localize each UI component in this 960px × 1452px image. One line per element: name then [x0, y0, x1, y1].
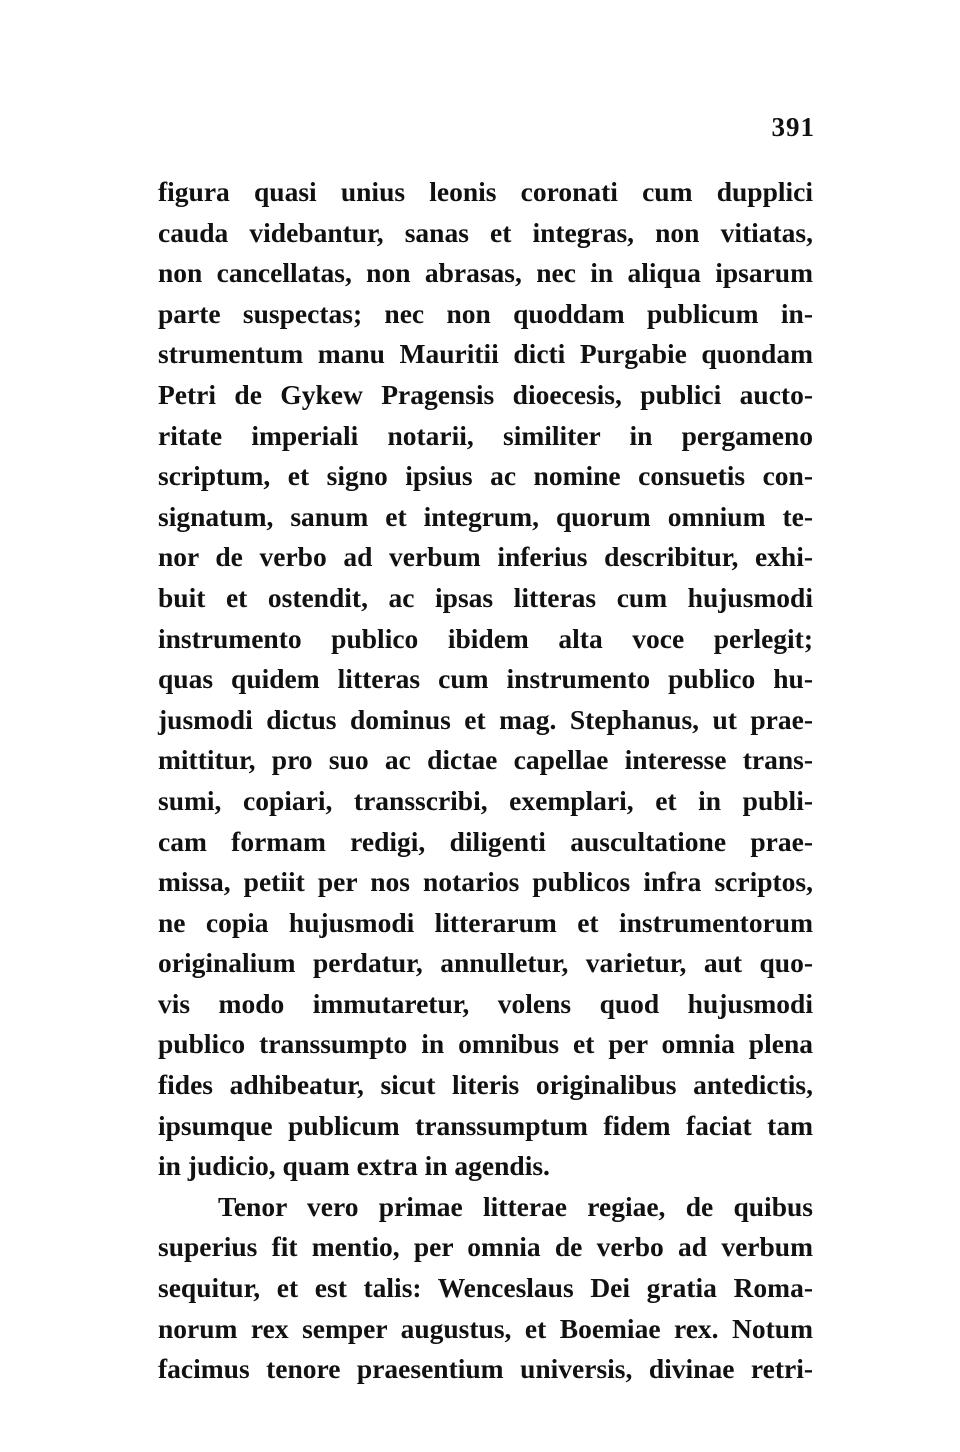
text-line: figura quasi unius leonis coronati cum dupplici	[158, 176, 813, 207]
text-line: cam formam redigi, diligenti auscultatione prae-	[158, 825, 813, 857]
paragraph-1	[158, 172, 813, 1187]
text-line: mittitur, pro suo ac dictae capellae interesse trans-	[158, 744, 813, 776]
text-line: facimus tenore praesentium universis, divinae retri-	[158, 1353, 813, 1385]
text-line: jusmodi dictus dominus et mag. Stephanus, ut prae-	[158, 703, 813, 735]
text-line: scriptum, et signo ipsius ac nomine consuetis con-	[158, 460, 813, 492]
text-line: sequitur, et est talis: Wenceslaus Dei gratia Roma-	[158, 1272, 813, 1304]
text-line: signatum, sanum et integrum, quorum omnium te-	[158, 500, 813, 532]
text-line: instrumento publico ibidem alta voce perlegit;	[158, 622, 813, 654]
text-line: parte suspectas; nec non quoddam publicum in-	[158, 297, 813, 329]
text-line: fides adhibeatur, sicut literis originalibus antedictis,	[158, 1069, 813, 1101]
paragraph-2	[158, 1187, 813, 1390]
text-line: vis modo immutaretur, volens quod hujusmodi	[158, 987, 813, 1019]
text-line: non cancellatas, non abrasas, nec in aliqua ipsarum	[158, 257, 813, 289]
text-line: Petri de Gykew Pragensis dioecesis, publici aucto-	[158, 378, 813, 410]
text-line: publico transsumpto in omnibus et per omnia plena	[158, 1028, 813, 1060]
text-line: superius fit mentio, per omnia de verbo ad verbum	[158, 1231, 813, 1263]
text-line: ipsumque publicum transsumptum fidem faciat tam	[158, 1109, 813, 1141]
text-line: sumi, copiari, transscribi, exemplari, et in publi-	[158, 784, 813, 816]
text-line: ne copia hujusmodi litterarum et instrumentorum	[158, 906, 813, 938]
text-line: strumentum manu Mauritii dicti Purgabie quondam	[158, 338, 813, 370]
text-line: nor de verbo ad verbum inferius describitur, exhi-	[158, 541, 813, 573]
text-line: norum rex semper augustus, et Boemiae rex. Notum	[158, 1312, 813, 1344]
text-line: Tenor vero primae litterae regiae, de quibus	[218, 1190, 813, 1222]
text-line: originalium perdatur, annulletur, varietur, aut quo-	[158, 947, 813, 979]
body-text	[158, 172, 813, 1390]
text-line: in judicio, quam extra in agendis.	[158, 1150, 550, 1182]
text-line: cauda videbantur, sanas et integras, non vitiatas,	[158, 216, 813, 248]
text-line: ritate imperiali notarii, similiter in pergameno	[158, 419, 813, 451]
text-line: buit et ostendit, ac ipsas litteras cum hujusmodi	[158, 581, 813, 613]
text-line: missa, petiit per nos notarios publicos infra scriptos,	[158, 866, 813, 898]
page-number: 391	[771, 112, 815, 142]
text-line: quas quidem litteras cum instrumento publico hu-	[158, 663, 813, 695]
